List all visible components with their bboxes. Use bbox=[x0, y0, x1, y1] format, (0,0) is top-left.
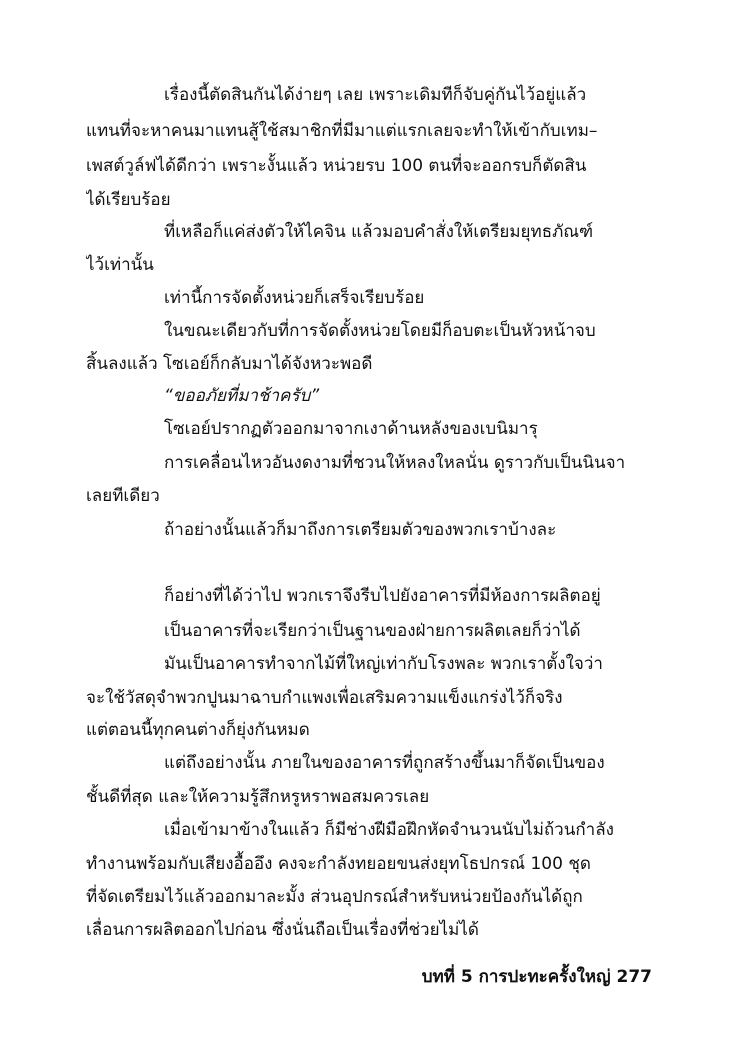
paragraph-3-line-1: เท่านี้การจัดตั้งหน่วยก็เสร็จเรียบร้อย bbox=[164, 288, 425, 308]
paragraph-1-line-1: เรื่องนี้ตัดสินกันได้ง่ายๆ เลย เพราะเดิมทีก็จับคู่กันไว้อยู่แล้ว bbox=[164, 85, 587, 105]
paragraph-10-line-1: มันเป็นอาคารทำจากไม้ที่ใหญ่เท่ากับโรงพละ พวกเราตั้งใจว่า bbox=[164, 654, 603, 674]
paragraph-12-line-2: ทำงานพร้อมกับเสียงอื้ออึง คงจะกำลังทยอยขนส่งยุทโธปกรณ์ 100 ชุด bbox=[86, 854, 591, 874]
paragraph-10-line-3: แต่ตอนนี้ทุกคนต่างก็ยุ่งกันหมด bbox=[86, 720, 310, 740]
paragraph-6-line-1: การเคลื่อนไหวอันงดงามที่ชวนให้หลงใหลนั่น ดูราวกับเป็นนินจา bbox=[164, 453, 626, 473]
paragraph-2-line-1: ที่เหลือก็แค่ส่งตัวให้ไคจิน แล้วมอบคำสั่งให้เตรียมยุทธภัณฑ์ bbox=[164, 222, 594, 242]
dialogue-line: “ขออภัยที่มาช้าครับ” bbox=[164, 386, 320, 406]
paragraph-12-line-1: เมื่อเข้ามาข้างในแล้ว ก็มีช่างฝีมือฝึกหัดจำนวนนับไม่ถ้วนกำลัง bbox=[164, 820, 614, 840]
paragraph-10-line-2: จะใช้วัสดุจำพวกปูนมาฉาบกำแพงเพื่อเสริมความแข็งแกร่งไว้ก็จริง bbox=[86, 688, 563, 708]
paragraph-4-line-1: ในขณะเดียวกับที่การจัดตั้งหน่วยโดยมีก็อบตะเป็นหัวหน้าจบ bbox=[164, 321, 596, 341]
paragraph-1-line-2: แทนที่จะหาคนมาแทนสู้ใช้สมาชิกที่มีมาแต่แรกเลยจะทำให้เข้ากับเทม– bbox=[86, 121, 598, 141]
paragraph-12-line-4: เลื่อนการผลิตออกไปก่อน ซึ่งนั่นถือเป็นเรื่องที่ช่วยไม่ได้ bbox=[86, 920, 479, 940]
paragraph-11-line-2: ชั้นดีที่สุด และให้ความรู้สึกหรูหราพอสมควรเลย bbox=[86, 787, 430, 807]
paragraph-8-line-1: ก็อย่างที่ได้ว่าไป พวกเราจึงรีบไปยังอาคารที่มีห้องการผลิตอยู่ bbox=[164, 586, 601, 606]
page-footer: บทที่ 5 การปะทะครั้งใหญ่ 277 bbox=[421, 967, 652, 987]
paragraph-6-line-2: เลยทีเดียว bbox=[86, 486, 160, 506]
paragraph-1-line-4: ได้เรียบร้อย bbox=[86, 190, 171, 210]
paragraph-4-line-2: สิ้นลงแล้ว โซเอย์ก็กลับมาได้จังหวะพอดี bbox=[86, 354, 373, 374]
paragraph-12-line-3: ที่จัดเตรียมไว้แล้วออกมาละมั้ง ส่วนอุปกรณ์สำหรับหน่วยป้องกันได้ถูก bbox=[86, 887, 583, 907]
paragraph-1-line-3: เพสต์วูล์ฟได้ดีกว่า เพราะงั้นแล้ว หน่วยรบ 100 ตนที่จะออกรบก็ตัดสิน bbox=[86, 156, 587, 176]
paragraph-11-line-1: แต่ถึงอย่างนั้น ภายในของอาคารที่ถูกสร้างขึ้นมาก็จัดเป็นของ bbox=[164, 753, 605, 773]
paragraph-7-line-1: ถ้าอย่างนั้นแล้วก็มาถึงการเตรียมตัวของพวกเราบ้างละ bbox=[164, 520, 557, 540]
paragraph-9-line-1: เป็นอาคารที่จะเรียกว่าเป็นฐานของฝ่ายการผลิตเลยก็ว่าได้ bbox=[164, 621, 581, 641]
paragraph-2-line-2: ไว้เท่านั้น bbox=[86, 255, 154, 275]
paragraph-5-line-1: โซเอย์ปรากฏตัวออกมาจากเงาด้านหลังของเบนิมารุ bbox=[164, 419, 538, 439]
